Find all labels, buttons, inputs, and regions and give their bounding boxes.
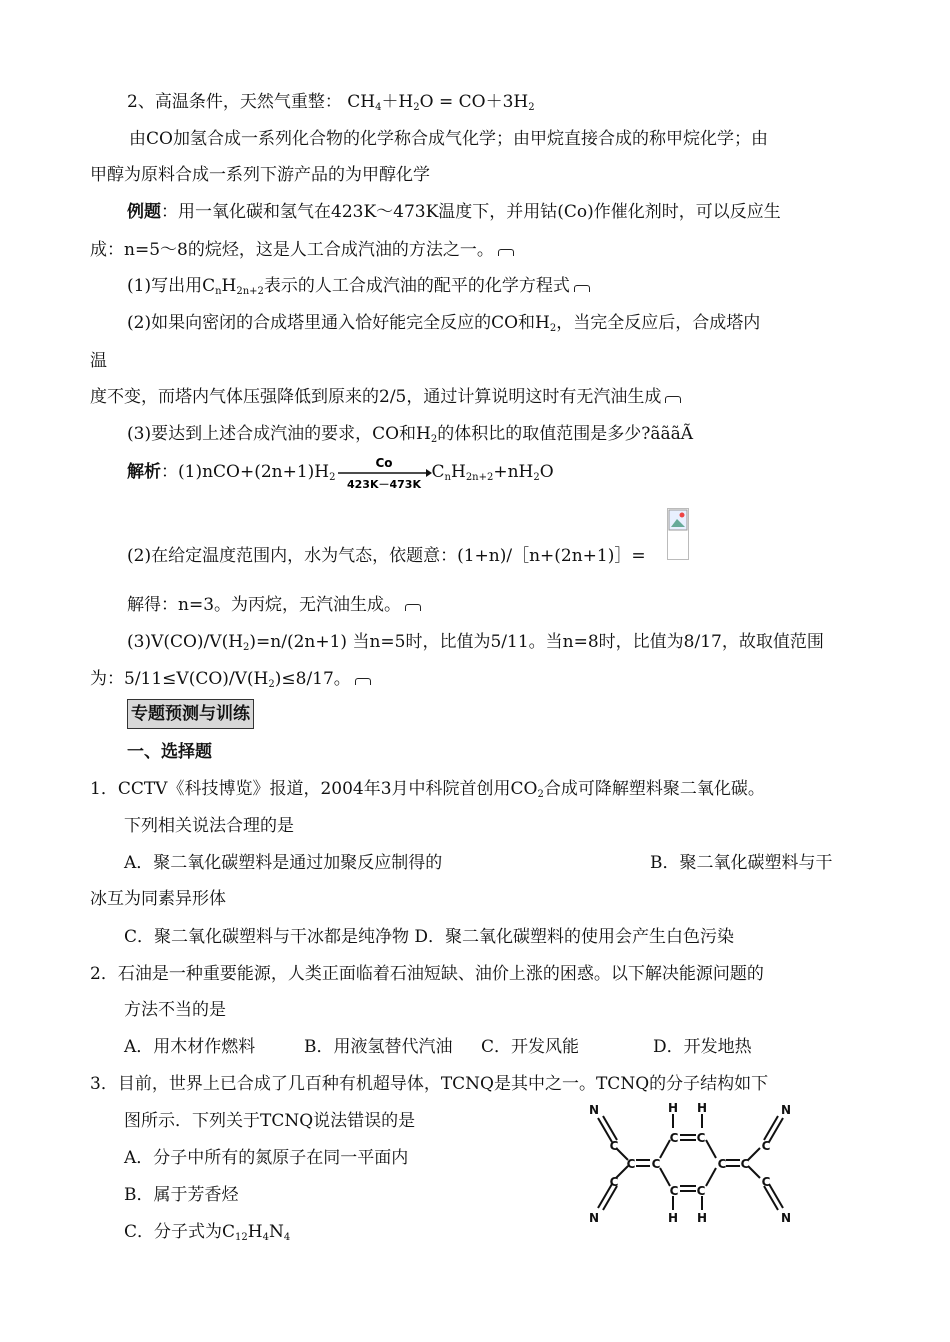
section-title: 一、选择题 (127, 742, 212, 762)
line-reforming: 2、高温条件，天然气重整： $CH_4+H_2O = CO+3H_2$ (127, 92, 535, 113)
question-line: 图所示．下列关于TCNQ说法错误的是 (124, 1111, 416, 1131)
solution-line: 解析：$(1)nCO+(2n+1)H_2$ Co 423K－473K $C_nH_{2n+2}+nH_2O$ (127, 452, 554, 492)
atom-label: C (740, 1157, 750, 1171)
atom-label: N (780, 1211, 792, 1225)
option-cd: C．聚二氧化碳塑料与干冰都是纯净物 D．聚二氧化碳塑料的使用会产生白色污染 (124, 927, 735, 947)
atom-label: N (588, 1103, 600, 1117)
option-c: C．分子式为$C_{12}H_4N_4$ (124, 1222, 291, 1243)
atom-label: C (761, 1139, 771, 1153)
atom-label: C (651, 1157, 661, 1171)
question-line: 方法不当的是 (124, 1000, 226, 1020)
paragraph-mark-icon (405, 604, 421, 611)
reaction-arrow (336, 453, 432, 493)
broken-image-icon (667, 508, 689, 560)
section-heading: 专题预测与训练 (127, 699, 254, 729)
question-line: 3．目前，世界上已合成了几百种有机超导体，TCNQ是其中之一。TCNQ的分子结构如下 (90, 1074, 769, 1094)
solution-line: 解得：n=3。为丙烷，无汽油生成。 (127, 594, 421, 616)
atom-label: C (696, 1184, 706, 1198)
option-b: B．聚二氧化碳塑料与干 (650, 853, 833, 873)
option-a: A．分子中所有的氮原子在同一平面内 (124, 1148, 409, 1168)
atom-label: C (609, 1175, 619, 1189)
atom-label: N (588, 1211, 600, 1225)
question-line: (3)要达到上述合成汽油的要求，CO和$H_2$的体积比的取值范围是多少?ãããÃ (127, 424, 694, 445)
option-a: A．聚二氧化碳塑料是通过加聚反应制得的 (124, 853, 443, 873)
paragraph-mark-icon (355, 678, 371, 685)
catalyst-label: Co (374, 455, 393, 470)
question-line: (1)写出用$C_nH_{2n+2}$表示的人工合成汽油的配平的化学方程式 (127, 275, 590, 297)
atom-label: C (669, 1131, 679, 1145)
solution-line: $(3)V(CO)/V(H_2)=n/(2n+1)$ 当n=5时，比值为5/11。当n=8时，比值为8/17，故取值范围 (127, 632, 824, 653)
example-line: 例题：用一氧化碳和氢气在423K～473K温度下，并用钴(Co)作催化剂时，可以反应生 (127, 202, 781, 222)
paragraph-line: 甲醇为原料合成一系列下游产品的为甲醇化学 (90, 165, 430, 185)
solution-line: (2)在给定温度范围内，水为气态，依题意：(1+n)/［n+(2n+1)］= (127, 546, 646, 566)
question-line: 2．石油是一种重要能源，人类正面临着石油短缺、油价上涨的困惑。以下解决能源问题的 (90, 964, 764, 984)
atom-label: H (667, 1211, 679, 1225)
option-c: C．开发风能 (481, 1037, 580, 1057)
paragraph-line: 度不变，而塔内气体压强降低到原来的2/5，通过计算说明这时有无汽油生成 (90, 386, 681, 408)
tcnq-molecule-diagram (580, 1098, 800, 1228)
atom-label: H (667, 1101, 679, 1115)
atom-label: C (717, 1157, 727, 1171)
option-a: A．用木材作燃料 (124, 1037, 256, 1057)
option-b-continued: 冰互为同素异形体 (90, 889, 226, 909)
atom-label: C (696, 1131, 706, 1145)
paragraph-line: 由CO加氢合成一系列化合物的化学称合成气化学；由甲烷直接合成的称甲烷化学；由 (129, 129, 768, 149)
solution-line: 为：$5/11\le V(CO)/V(H_2)\le 8/17$。 (90, 668, 371, 690)
paragraph-mark-icon (665, 396, 681, 403)
option-d: D．开发地热 (653, 1037, 752, 1057)
paragraph-mark-icon (574, 285, 590, 292)
option-b: B．用液氢替代汽油 (304, 1037, 453, 1057)
atom-label: C (761, 1175, 771, 1189)
option-b: B．属于芳香烃 (124, 1185, 239, 1205)
atom-label: H (696, 1211, 708, 1225)
paragraph-line: 成：n=5～8的烷烃，这是人工合成汽油的方法之一。 (90, 239, 514, 261)
atom-label: C (626, 1157, 636, 1171)
atom-label: N (780, 1103, 792, 1117)
atom-label: C (669, 1184, 679, 1198)
temperature-label: 423K－473K (346, 477, 421, 491)
atom-label: H (696, 1101, 708, 1115)
paragraph-mark-icon (498, 249, 514, 256)
paragraph-line: 温 (90, 351, 107, 371)
question-line: 下列相关说法合理的是 (124, 816, 294, 836)
atom-label: C (609, 1139, 619, 1153)
question-line: 1．CCTV《科技博览》报道，2004年3月中科院首创用$CO_2$合成可降解塑料聚二氧化碳。 (90, 779, 765, 800)
question-line: (2)如果向密闭的合成塔里通入恰好能完全反应的CO和$H_2$，当完全反应后，合成塔内 (127, 313, 761, 334)
